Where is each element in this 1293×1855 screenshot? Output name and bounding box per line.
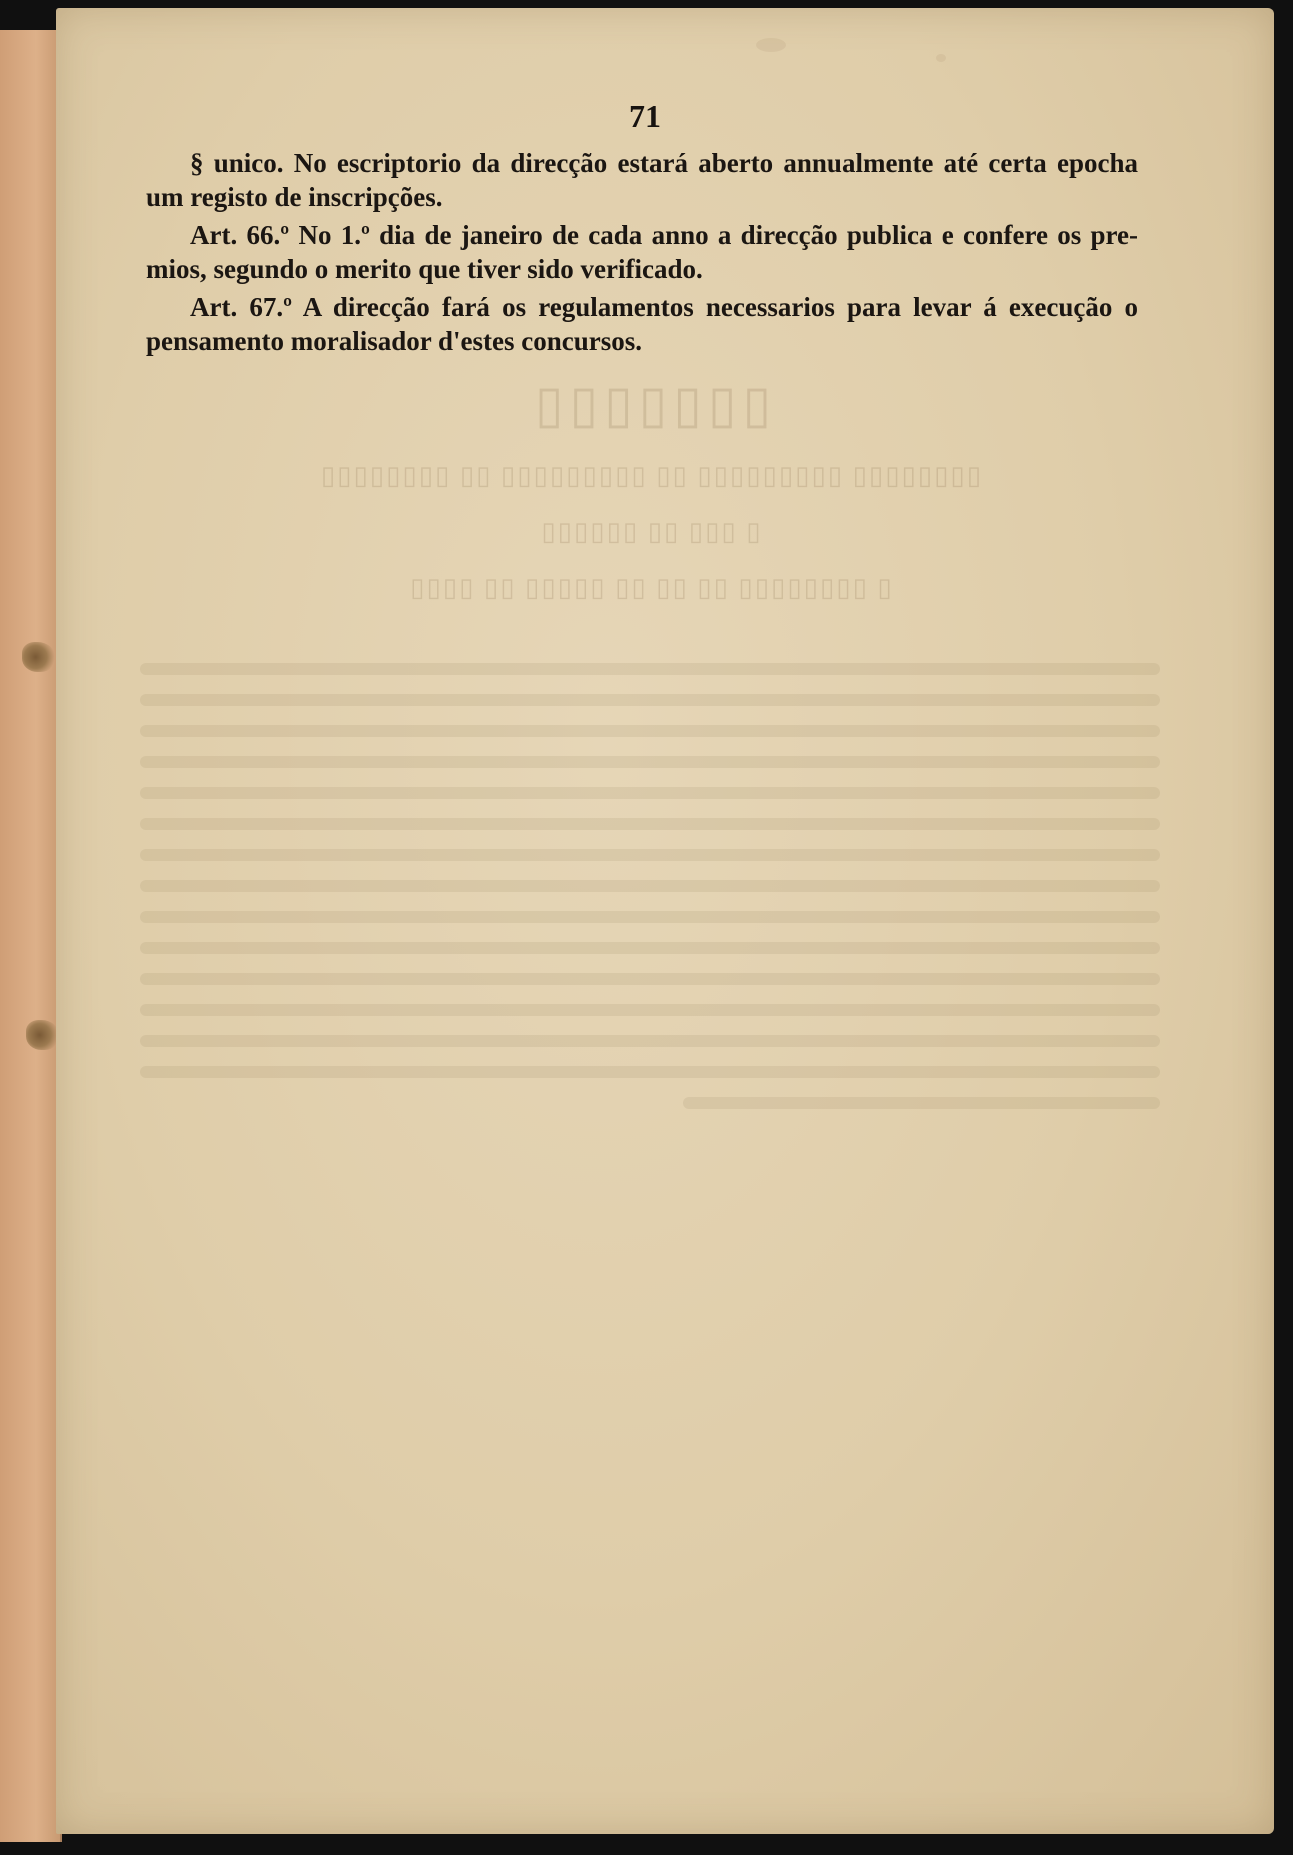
text-line: um registo de inscripções. <box>146 182 443 212</box>
binding-thread <box>22 642 56 672</box>
binding-thread <box>26 1020 60 1050</box>
text-line: Art. 66.º No 1.º dia de janeiro de cada anno a direcção publica e confere os pre- <box>190 220 1138 250</box>
paper-spot <box>756 38 786 52</box>
left-page-edge <box>0 30 62 1842</box>
text-line: mios, segundo o merito que tiver sido verificado. <box>146 254 703 284</box>
text-line: § unico. No escriptorio da direcção estará aberto annualmente até certa epocha <box>190 148 1138 178</box>
page-number: 71 <box>629 98 661 134</box>
paper-spot <box>936 54 946 62</box>
text-line: pensamento moralisador d'estes concursos. <box>146 326 642 356</box>
text-line: Art. 67.º A direcção fará os regulamentos necessarios para levar á execução o <box>190 292 1138 322</box>
